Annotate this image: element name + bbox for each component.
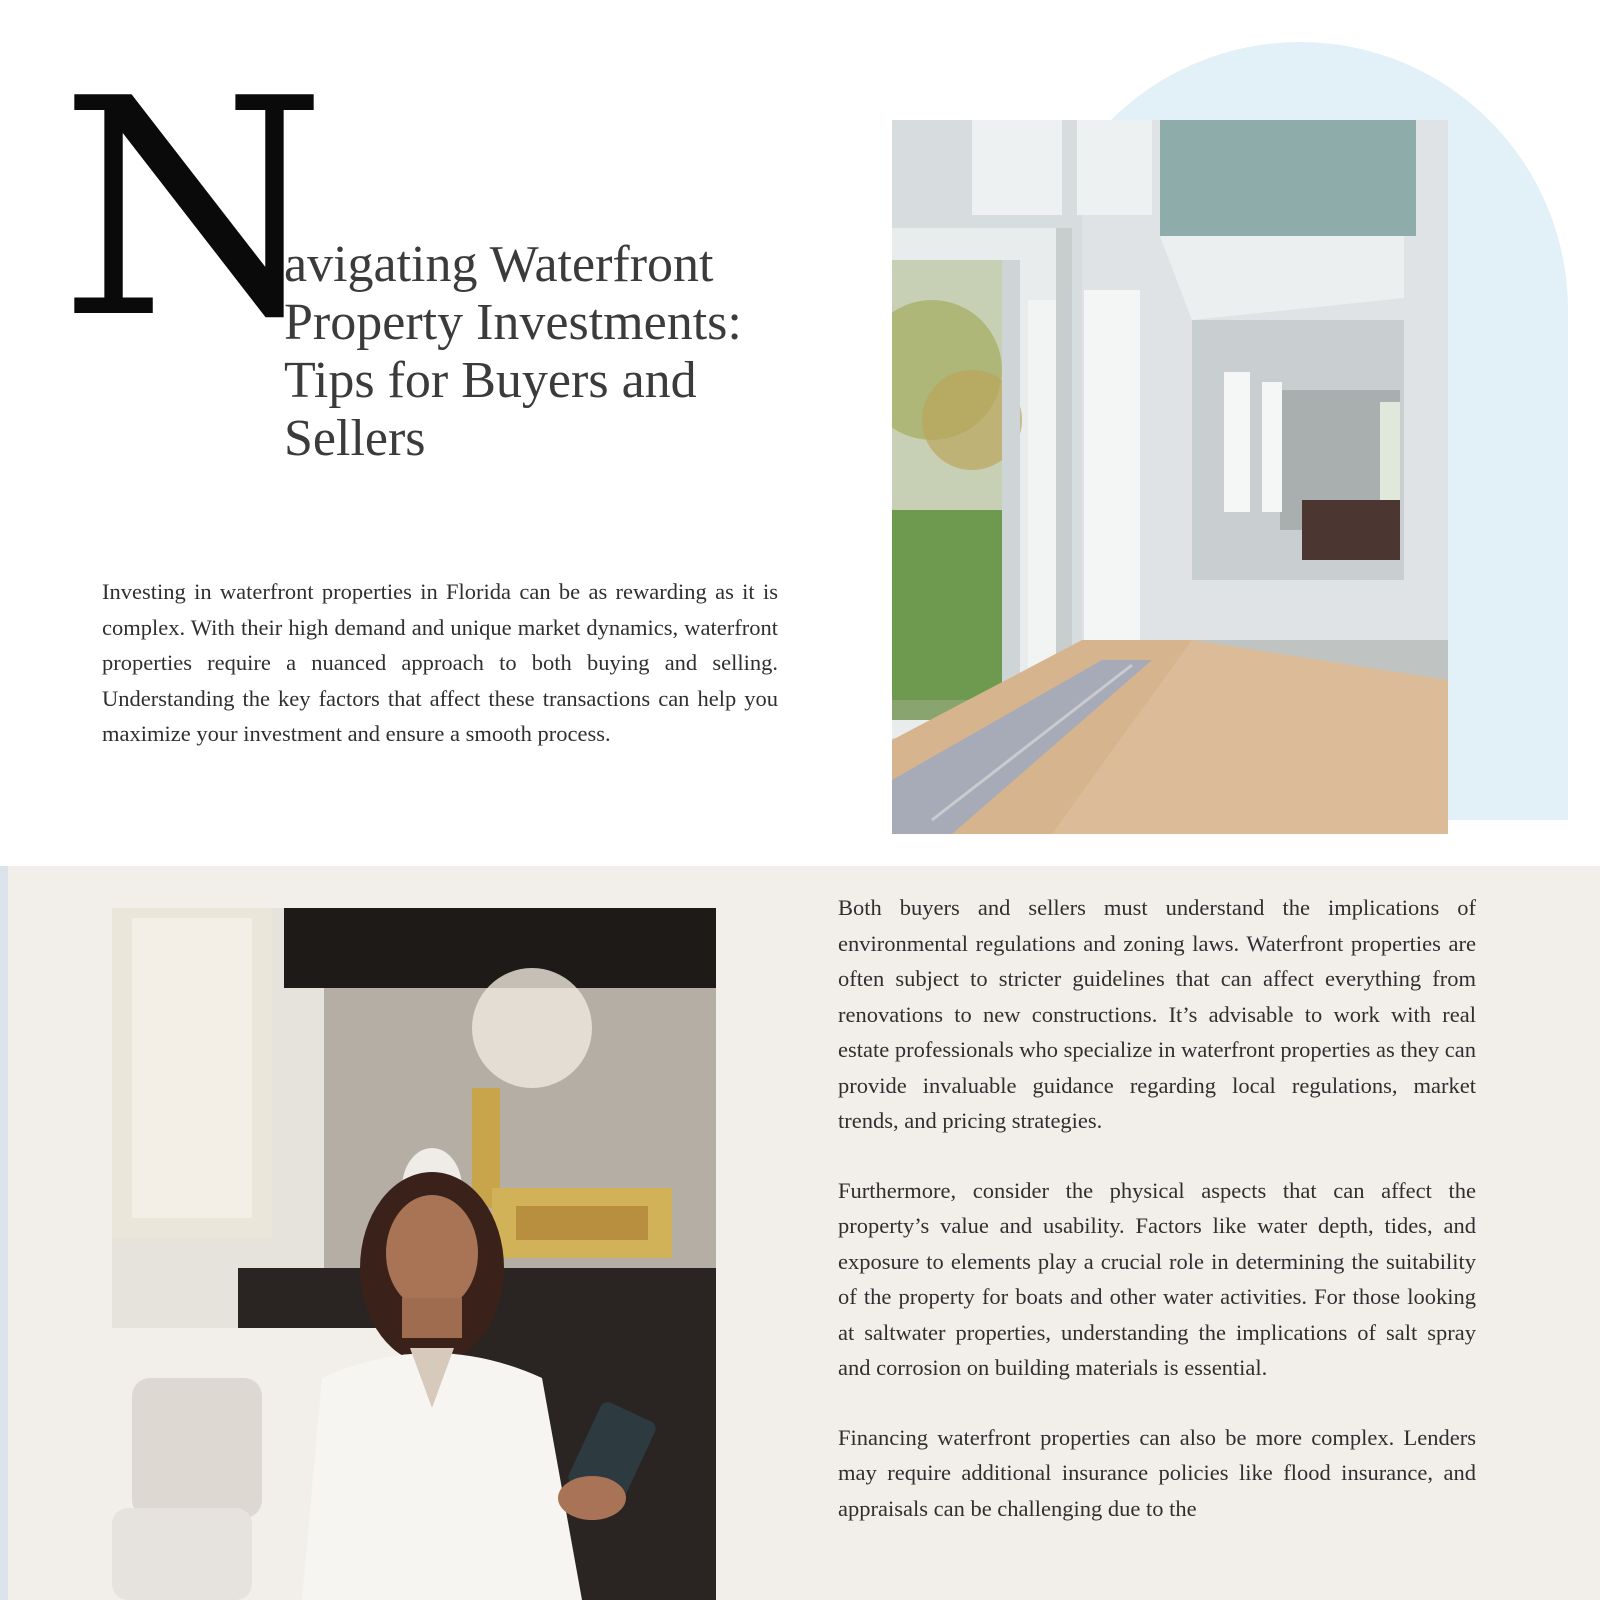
article-title: avigating Waterfront Property Investments: Tips for Buyers and Sellers: [284, 236, 742, 467]
agent-portrait-photo: [112, 908, 716, 1600]
bottom-section: [0, 866, 1600, 1600]
body-paragraph: Financing waterfront properties can also be more complex. Lenders may require additional insurance policies like flood insurance, and appraisals can be challenging due to the: [838, 1424, 1476, 1521]
body-paragraph: Furthermore, consider the physical aspects that can affect the property’s value and usability. Factors like water depth, tides, and exposure to elements play a crucial role in determining the suitability of the property for boats and other water activities. For those looking at saltwater properties, understanding the implications of salt spray and corrosion on building materials is essential.: [838, 1177, 1476, 1380]
drop-cap-letter: N: [59, 35, 328, 384]
article-body: [838, 890, 1476, 1560]
left-edge-strip: [0, 866, 8, 1600]
intro-paragraph: Investing in waterfront properties in Florida can be as rewarding as it is complex. With their high demand and unique market dynamics, waterfront properties require a nuanced approach to both buying and selling. Understanding the key factors that affect these transactions can help you maximize your investment and ensure a smooth process.: [102, 579, 778, 746]
body-paragraph: Both buyers and sellers must understand the implications of environmental regulations and zoning laws. Waterfront properties are often subject to stricter guidelines that can affect everything from renovations to new constructions. It’s advisable to work with real estate professionals who specialize in waterfront properties as they can provide invaluable guidance regarding local regulations, market trends, and pricing strategies.: [838, 895, 1476, 1133]
interior-hallway-photo: [892, 120, 1448, 834]
